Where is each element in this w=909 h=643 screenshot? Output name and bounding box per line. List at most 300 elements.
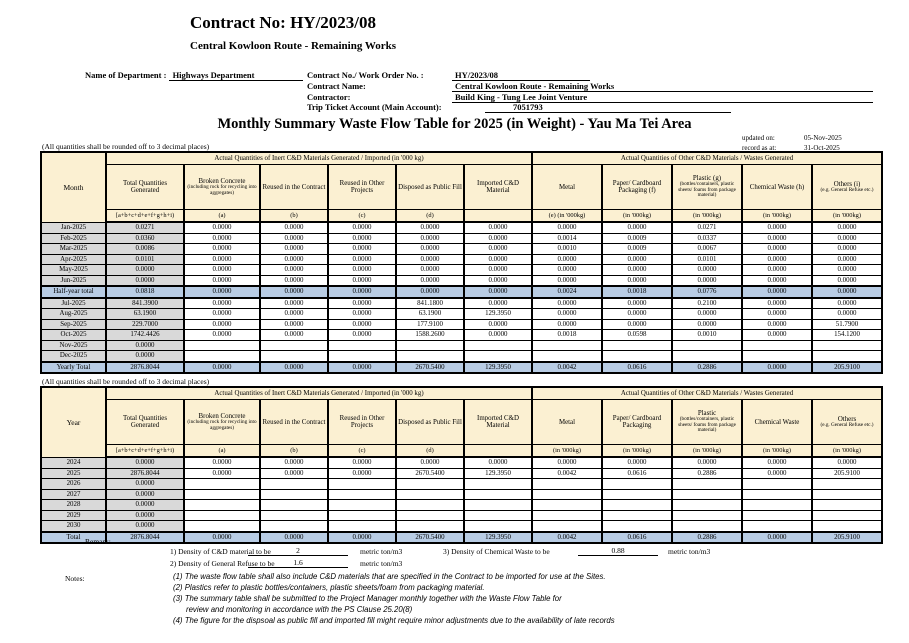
column-title: Metal xyxy=(558,183,576,191)
value-cell xyxy=(184,489,260,500)
note-item: (3) The summary table shall be submitted to the Project Manager monthly together with the Waste Flow Table for xyxy=(173,594,562,603)
column-title: Imported C&D Material xyxy=(477,180,519,194)
value-cell: 0.0000 xyxy=(184,275,260,286)
column-title: Paper/ Cardboard Packaging (f) xyxy=(612,180,662,194)
table-row xyxy=(41,521,882,532)
value-cell: 2670.5400 xyxy=(396,468,464,479)
value-cell xyxy=(464,521,532,532)
value-cell xyxy=(812,521,882,532)
column-sublabel: (c) xyxy=(328,445,396,458)
value-cell xyxy=(464,351,532,362)
contract-fields xyxy=(307,70,873,113)
column-title: Broken Concrete xyxy=(198,177,246,185)
value-cell: 0.0000 xyxy=(260,532,328,544)
remark-item-unit: metric ton/m3 xyxy=(360,559,403,568)
table-row xyxy=(41,286,882,298)
value-cell: 0.0000 xyxy=(742,233,812,244)
value-cell xyxy=(672,479,742,490)
row-label: Jun-2025 xyxy=(41,275,106,286)
value-cell xyxy=(184,340,260,351)
value-cell: 0.0010 xyxy=(672,330,742,341)
value-cell: 0.0000 xyxy=(812,254,882,265)
value-cell xyxy=(396,351,464,362)
table-corner-header: Year xyxy=(41,387,106,457)
updated-on-value: 05-Nov-2025 xyxy=(804,134,842,142)
table-row xyxy=(41,500,882,511)
value-cell: 0.0000 xyxy=(184,298,260,309)
value-cell: 0.0000 xyxy=(184,244,260,255)
value-cell: 0.0000 xyxy=(328,275,396,286)
value-cell: 0.0616 xyxy=(602,468,672,479)
value-cell: 0.0000 xyxy=(672,457,742,468)
column-header xyxy=(532,165,602,210)
value-cell: 0.0000 xyxy=(532,254,602,265)
column-sublabel: (e) (in '000kg) xyxy=(532,210,602,223)
row-label: 2029 xyxy=(41,510,106,521)
column-title: Metal xyxy=(558,418,576,426)
table-row xyxy=(41,479,882,490)
table-row xyxy=(41,265,882,276)
value-cell: 0.0000 xyxy=(184,254,260,265)
value-cell: 0.0000 xyxy=(106,500,184,511)
value-cell xyxy=(532,340,602,351)
value-cell: 0.0000 xyxy=(532,298,602,309)
note-item: (2) Plastics refer to plastic bottles/containers, plastic sheets/foam from packaging material. xyxy=(173,583,485,592)
value-cell: 0.0337 xyxy=(672,233,742,244)
value-cell: 0.0000 xyxy=(260,468,328,479)
column-sublabel: (in '000kg) xyxy=(532,445,602,458)
value-cell: 0.0000 xyxy=(672,319,742,330)
updated-on-row xyxy=(742,134,870,144)
value-cell xyxy=(812,510,882,521)
value-cell: 0.0000 xyxy=(328,309,396,320)
value-cell: 0.0000 xyxy=(812,265,882,276)
column-title: Chemical Waste xyxy=(754,418,800,426)
column-header xyxy=(260,165,328,210)
value-cell: 0.0000 xyxy=(106,457,184,468)
table-row xyxy=(41,510,882,521)
value-cell: 0.0000 xyxy=(602,298,672,309)
value-cell: 129.3950 xyxy=(464,362,532,374)
value-cell: 0.0000 xyxy=(812,298,882,309)
column-sublabel: (a) xyxy=(184,210,260,223)
column-title: Paper/ Cardboard Packaging xyxy=(612,415,662,429)
department-value: Highways Department xyxy=(169,70,303,81)
column-header xyxy=(672,165,742,210)
value-cell: 0.0000 xyxy=(742,298,812,309)
column-header xyxy=(464,165,532,210)
value-cell: 63.1900 xyxy=(396,309,464,320)
value-cell: 0.0000 xyxy=(602,254,672,265)
value-cell: 0.0360 xyxy=(106,233,184,244)
value-cell: 0.0616 xyxy=(602,362,672,374)
value-cell: 0.0000 xyxy=(602,222,672,233)
value-cell: 0.0000 xyxy=(396,254,464,265)
value-cell xyxy=(742,500,812,511)
value-cell: 2876.8044 xyxy=(106,532,184,544)
value-cell xyxy=(672,340,742,351)
value-cell: 0.2886 xyxy=(672,532,742,544)
value-cell: 0.0000 xyxy=(106,265,184,276)
value-cell xyxy=(328,500,396,511)
table-row xyxy=(41,351,882,362)
value-cell: 0.0000 xyxy=(184,362,260,374)
remark-item-text: 3) Density of Chemical Waste to be xyxy=(443,547,550,556)
value-cell xyxy=(464,510,532,521)
value-cell: 0.0000 xyxy=(464,254,532,265)
value-cell xyxy=(260,521,328,532)
value-cell: 0.0000 xyxy=(532,457,602,468)
column-header xyxy=(328,400,396,445)
value-cell: 0.0018 xyxy=(532,330,602,341)
value-cell: 0.0000 xyxy=(260,286,328,298)
column-sublabel: (b) xyxy=(260,210,328,223)
value-cell: 0.0000 xyxy=(812,457,882,468)
row-label: Aug-2025 xyxy=(41,309,106,320)
value-cell: 0.0000 xyxy=(328,233,396,244)
value-cell xyxy=(396,510,464,521)
row-label: 2024 xyxy=(41,457,106,468)
value-cell: 0.0042 xyxy=(532,468,602,479)
value-cell: 205.9100 xyxy=(812,532,882,544)
value-cell: 0.0000 xyxy=(396,457,464,468)
column-note: (bottles/containers, plastic sheets/ foams from package material) xyxy=(678,416,736,434)
value-cell: 0.0000 xyxy=(602,275,672,286)
value-cell: 0.0000 xyxy=(812,233,882,244)
value-cell: 0.0000 xyxy=(742,275,812,286)
value-cell xyxy=(812,479,882,490)
value-cell xyxy=(184,479,260,490)
value-cell xyxy=(672,489,742,500)
value-cell xyxy=(602,351,672,362)
note-item: (4) The figure for the dispsoal as public fill and imported fill might require minor adjustments due to the availability of late records xyxy=(173,616,615,625)
department-label: Name of Department : xyxy=(85,70,167,80)
value-cell: 0.0000 xyxy=(260,233,328,244)
value-cell: 0.0000 xyxy=(328,457,396,468)
value-cell xyxy=(260,479,328,490)
value-cell: 0.0000 xyxy=(396,233,464,244)
value-cell xyxy=(184,351,260,362)
value-cell: 0.0000 xyxy=(328,362,396,374)
column-sublabel: (in '000kg) xyxy=(812,445,882,458)
value-cell: 0.0042 xyxy=(532,362,602,374)
value-cell: 0.0000 xyxy=(464,265,532,276)
table-row xyxy=(41,532,882,544)
column-header xyxy=(106,165,184,210)
row-label: Total xyxy=(41,532,106,544)
value-cell: 1742.4426 xyxy=(106,330,184,341)
value-cell: 0.0000 xyxy=(742,362,812,374)
value-cell: 177.9100 xyxy=(396,319,464,330)
value-cell: 0.0000 xyxy=(602,265,672,276)
value-cell xyxy=(464,489,532,500)
value-cell: 0.0000 xyxy=(106,479,184,490)
remark-item-value: 1.6 xyxy=(248,558,348,568)
column-header xyxy=(532,400,602,445)
value-cell: 2670.5400 xyxy=(396,532,464,544)
column-header xyxy=(184,165,260,210)
column-title: Reused in Other Projects xyxy=(339,415,385,429)
column-sublabel: (c) xyxy=(328,210,396,223)
value-cell xyxy=(742,489,812,500)
note-item: (1) The waste flow table shall also include C&D materials that are specified in the Contract to be imported for use at the Sites. xyxy=(173,572,606,581)
field-label: Contractor: xyxy=(307,91,351,102)
row-label: 2026 xyxy=(41,479,106,490)
value-cell: 0.0000 xyxy=(742,286,812,298)
column-title: Broken Concrete xyxy=(198,412,246,420)
value-cell: 0.0000 xyxy=(532,222,602,233)
field-value: HY/2023/08 xyxy=(452,70,590,81)
column-sublabel xyxy=(464,210,532,223)
value-cell xyxy=(672,351,742,362)
column-note: (including rock for recycling into aggregates) xyxy=(187,183,257,196)
value-cell: 0.0000 xyxy=(672,275,742,286)
value-cell xyxy=(602,521,672,532)
table-row xyxy=(41,254,882,265)
value-cell: 0.0000 xyxy=(396,222,464,233)
value-cell: 0.0000 xyxy=(184,233,260,244)
value-cell: 0.0598 xyxy=(602,330,672,341)
yearly-table-wrap xyxy=(40,386,883,544)
department-row xyxy=(85,70,303,81)
table-row xyxy=(41,309,882,320)
value-cell: 0.0000 xyxy=(742,319,812,330)
record-as-at-label: record as at: xyxy=(742,144,777,152)
remark-label: Remark: xyxy=(85,537,111,546)
value-cell: 0.0000 xyxy=(106,340,184,351)
value-cell: 0.0000 xyxy=(742,532,812,544)
column-sublabel: (b) xyxy=(260,445,328,458)
value-cell: 0.0000 xyxy=(672,309,742,320)
column-header xyxy=(396,400,464,445)
band-inert-materials: Actual Quantities of Inert C&D Materials Generated / Imported (in '000 kg) xyxy=(106,152,532,165)
contract-subtitle: Central Kowloon Route - Remaining Works xyxy=(190,40,397,52)
value-cell: 0.0000 xyxy=(184,222,260,233)
row-label: Jan-2025 xyxy=(41,222,106,233)
value-cell: 0.0000 xyxy=(328,532,396,544)
value-cell: 229.7000 xyxy=(106,319,184,330)
row-label: Dec-2025 xyxy=(41,351,106,362)
value-cell: 0.0000 xyxy=(464,244,532,255)
band-other-materials: Actual Quantities of Other C&D Materials / Wastes Generated xyxy=(532,387,882,400)
value-cell xyxy=(184,500,260,511)
remark-item-value: 2 xyxy=(248,546,348,556)
row-label: May-2025 xyxy=(41,265,106,276)
value-cell: 0.0000 xyxy=(184,468,260,479)
column-note: (e.g. General Refuse etc.) xyxy=(820,421,874,428)
value-cell: 154.1200 xyxy=(812,330,882,341)
table-row xyxy=(41,468,882,479)
value-cell: 0.0000 xyxy=(742,457,812,468)
value-cell: 0.0101 xyxy=(106,254,184,265)
remark-item-text: 2) Density of General Refuse to be xyxy=(170,559,275,568)
value-cell: 0.0000 xyxy=(260,254,328,265)
column-sublabel: (in '000kg) xyxy=(672,445,742,458)
table-row xyxy=(41,275,882,286)
value-cell: 0.0009 xyxy=(602,233,672,244)
column-sublabel: (in '000kg) xyxy=(602,210,672,223)
remark-item-value: 0.88 xyxy=(578,546,658,556)
table-row xyxy=(41,340,882,351)
value-cell: 0.0000 xyxy=(328,468,396,479)
value-cell: 0.0101 xyxy=(672,254,742,265)
value-cell: 0.0000 xyxy=(184,319,260,330)
value-cell: 0.0000 xyxy=(464,233,532,244)
value-cell: 0.0000 xyxy=(328,244,396,255)
value-cell: 0.0000 xyxy=(742,468,812,479)
value-cell xyxy=(672,510,742,521)
value-cell: 0.0616 xyxy=(602,532,672,544)
value-cell: 0.0000 xyxy=(184,309,260,320)
table-row xyxy=(41,330,882,341)
contract-number-title: Contract No: HY/2023/08 xyxy=(190,13,377,32)
value-cell xyxy=(602,500,672,511)
value-cell: 0.0000 xyxy=(812,286,882,298)
column-header xyxy=(602,400,672,445)
value-cell xyxy=(464,479,532,490)
value-cell: 0.0000 xyxy=(464,330,532,341)
value-cell: 0.0000 xyxy=(260,222,328,233)
field-label: Trip Ticket Account (Main Account): xyxy=(307,102,442,113)
value-cell xyxy=(328,340,396,351)
band-other-materials: Actual Quantities of Other C&D Materials / Wastes Generated xyxy=(532,152,882,165)
row-label: Mar-2025 xyxy=(41,244,106,255)
value-cell xyxy=(532,479,602,490)
value-cell: 0.0000 xyxy=(464,298,532,309)
column-title: Reused in Other Projects xyxy=(339,180,385,194)
field-label: Contract No./ Work Order No. : xyxy=(307,70,424,80)
row-label: 2028 xyxy=(41,500,106,511)
value-cell: 129.3950 xyxy=(464,532,532,544)
column-header xyxy=(260,400,328,445)
value-cell xyxy=(328,489,396,500)
value-cell xyxy=(812,489,882,500)
value-cell xyxy=(602,489,672,500)
value-cell: 0.0000 xyxy=(328,265,396,276)
value-cell: 0.0000 xyxy=(672,265,742,276)
value-cell: 0.0086 xyxy=(106,244,184,255)
row-label: Jul-2025 xyxy=(41,298,106,309)
table-row xyxy=(41,489,882,500)
value-cell xyxy=(812,500,882,511)
value-cell: 0.0000 xyxy=(106,489,184,500)
value-cell: 0.0000 xyxy=(260,362,328,374)
column-header xyxy=(396,165,464,210)
table-row xyxy=(41,362,882,374)
value-cell xyxy=(396,479,464,490)
value-cell: 0.0000 xyxy=(328,298,396,309)
column-title: Chemical Waste (h) xyxy=(749,183,805,191)
value-cell: 0.0000 xyxy=(812,309,882,320)
field-row xyxy=(307,81,873,92)
column-sublabel: (in '000kg) xyxy=(742,210,812,223)
value-cell xyxy=(532,500,602,511)
value-cell xyxy=(464,500,532,511)
row-label: Nov-2025 xyxy=(41,340,106,351)
column-title: Imported C&D Material xyxy=(477,415,519,429)
column-sublabel: (a) xyxy=(184,445,260,458)
value-cell xyxy=(328,479,396,490)
value-cell: 0.0000 xyxy=(602,309,672,320)
value-cell: 63.1900 xyxy=(106,309,184,320)
value-cell xyxy=(260,340,328,351)
value-cell: 2876.8044 xyxy=(106,362,184,374)
column-note: (bottles/containers, plastic sheets/ foams from package material) xyxy=(678,181,736,199)
column-header xyxy=(812,165,882,210)
value-cell: 0.0000 xyxy=(742,265,812,276)
column-header xyxy=(464,400,532,445)
value-cell: 0.0000 xyxy=(464,222,532,233)
value-cell: 841.3900 xyxy=(106,298,184,309)
column-sublabel: (in '000kg) xyxy=(812,210,882,223)
value-cell xyxy=(602,479,672,490)
value-cell: 205.9100 xyxy=(812,362,882,374)
value-cell xyxy=(532,521,602,532)
field-label: Contract Name: xyxy=(307,80,366,91)
value-cell xyxy=(328,510,396,521)
value-cell: 0.0000 xyxy=(532,265,602,276)
column-title: Plastic (g) xyxy=(692,175,722,183)
column-header xyxy=(184,400,260,445)
value-cell: 0.0000 xyxy=(602,457,672,468)
column-sublabel: [a+b+c+d+e+f+g+h+i) xyxy=(106,210,184,223)
value-cell xyxy=(260,500,328,511)
remark-item-unit: metric ton/m3 xyxy=(360,547,403,556)
row-label: Yearly Total xyxy=(41,362,106,374)
value-cell: 0.0000 xyxy=(260,298,328,309)
value-cell: 0.0000 xyxy=(260,244,328,255)
value-cell: 841.1800 xyxy=(396,298,464,309)
value-cell: 0.0000 xyxy=(260,330,328,341)
value-cell: 0.0000 xyxy=(812,244,882,255)
value-cell: 0.0000 xyxy=(602,319,672,330)
column-title: Total Quantities Generated xyxy=(122,415,168,429)
rounding-note: (All quantities shall be rounded off to 3 decimal places) xyxy=(42,377,210,386)
value-cell xyxy=(184,510,260,521)
value-cell: 0.0000 xyxy=(184,532,260,544)
value-cell: 51.7900 xyxy=(812,319,882,330)
row-label: Oct-2025 xyxy=(41,330,106,341)
value-cell xyxy=(672,521,742,532)
value-cell: 0.0000 xyxy=(396,275,464,286)
value-cell: 0.2100 xyxy=(672,298,742,309)
field-value: Central Kowloon Route - Remaining Works xyxy=(452,81,873,92)
value-cell xyxy=(396,340,464,351)
value-cell: 0.2886 xyxy=(672,362,742,374)
value-cell xyxy=(742,479,812,490)
monthly-table-wrap xyxy=(40,151,883,374)
value-cell: 0.0000 xyxy=(464,286,532,298)
updated-on-label: updated on: xyxy=(742,134,775,142)
field-row xyxy=(307,92,873,103)
column-header xyxy=(742,165,812,210)
column-title: Disposed as Public Fill xyxy=(398,418,462,426)
column-title: Total Quantities Generated xyxy=(122,180,168,194)
value-cell: 0.0000 xyxy=(260,457,328,468)
band-inert-materials: Actual Quantities of Inert C&D Materials Generated / Imported (in '000 kg) xyxy=(106,387,532,400)
column-header xyxy=(106,400,184,445)
value-cell: 0.0000 xyxy=(742,254,812,265)
value-cell: 0.0018 xyxy=(602,286,672,298)
remark-item-unit: metric ton/m3 xyxy=(668,547,711,556)
value-cell: 0.0000 xyxy=(464,457,532,468)
value-cell: 0.0000 xyxy=(742,222,812,233)
value-cell xyxy=(742,340,812,351)
value-cell: 0.0000 xyxy=(106,351,184,362)
value-cell: 0.0000 xyxy=(742,244,812,255)
value-cell xyxy=(396,489,464,500)
value-cell xyxy=(260,351,328,362)
